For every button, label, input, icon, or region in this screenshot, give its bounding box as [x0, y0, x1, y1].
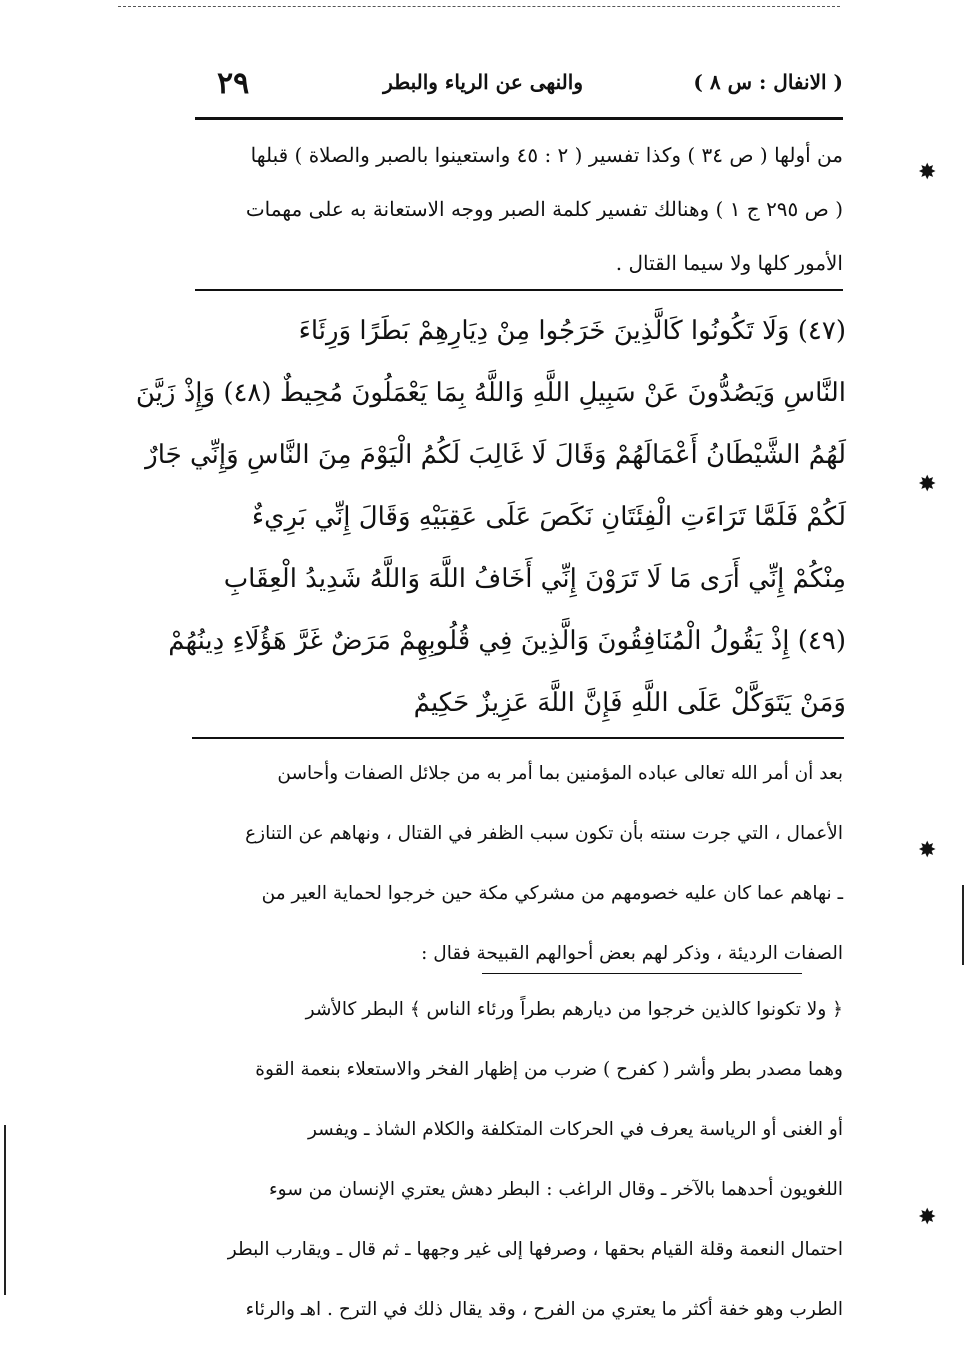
margin-mark-icon: ✸ — [918, 160, 937, 185]
tafsir-line: الصفات الرديئة ، وذكر لهم بعض أحوالهم القبيحة فقال : — [421, 943, 843, 964]
margin-mark-icon: ✸ — [918, 1205, 937, 1230]
commentary-line: احتمال النعمة وقلة القيام بحقها ، وصرفها إلى غير وجهها ـ ثم قال ـ ويقارب البطر — [227, 1239, 843, 1260]
verse-line: (٤٧) وَلَا تَكُونُوا كَالَّذِينَ خَرَجُوا مِنْ دِيَارِهِمْ بَطَرًا وَرِئَاءَ — [298, 316, 846, 346]
verse-line: مِنْكُمْ إِنِّي أَرَى مَا لَا تَرَوْنَ إِنِّي أَخَافُ اللَّهَ وَاللَّهُ شَدِيدُ الْعِقَابِ — [223, 564, 846, 594]
scan-edge-right — [962, 885, 964, 965]
commentary-line: وهما مصدر بطر وأشر ( كفرح ) ضرب من إظهار الفخر والاستعلاء بنعمة القوة — [255, 1059, 843, 1080]
verse-line: وَمَنْ يَتَوَكَّلْ عَلَى اللَّهِ فَإِنَّ اللَّهَ عَزِيزٌ حَكِيمٌ — [413, 688, 846, 718]
top-scan-rule — [118, 6, 840, 7]
header-rule — [195, 117, 843, 120]
tafsir-intro — [195, 744, 843, 984]
commentary-line: أو الغنى أو الرياسة يعرف في الحركات المتكلفة والكلام الشاذ ـ ويفسر — [307, 1119, 843, 1140]
tafsir-line: ـ نهاهم عما كان عليه خصومهم من مشركي مكة حين خرجوا لحماية العير من — [261, 883, 843, 904]
margin-mark-icon: ✸ — [918, 472, 937, 497]
page-number: ٢٩ — [217, 66, 250, 101]
tafsir-line: الأعمال ، التي جرت سنته بأن تكون سبب الظفر في القتال ، ونهاهم عن التنازع — [245, 823, 843, 844]
footnote-line: الأمور كلها ولا سيما القتال . — [615, 251, 843, 275]
footnote-line: ( ص ٢٩٥ ج ١ ) وهنالك تفسير كلمة الصبر ووجه الاستعانة به على مهمات — [245, 197, 843, 221]
commentary-line: ﴿ ولا تكونوا كالذين خرجوا من ديارهم بطراً ورئاء الناس ﴾ البطر كالأشر — [305, 999, 843, 1020]
margin-mark-icon: ✸ — [918, 838, 937, 863]
commentary-line: اللغويون أحدهما بالآخر ـ وقال الراغب : البطر دهش يعتري الإنسان من سوء — [268, 1179, 843, 1200]
quran-verses — [135, 300, 846, 734]
commentary — [195, 980, 843, 1340]
commentary-separator — [482, 973, 802, 974]
scan-edge-left — [4, 1125, 6, 1295]
footnote-continuation — [195, 128, 843, 290]
running-title: والنهى عن الرياء والبطر — [383, 70, 583, 94]
verse-line: لَهُمُ الشَّيْطَانُ أَعْمَالَهُمْ وَقَالَ لَا غَالِبَ لَكُمُ الْيَوْمَ مِنَ النَّاسِ وَإِنِّي جَارٌ — [145, 440, 846, 470]
verse-line: النَّاسِ وَيَصُدُّونَ عَنْ سَبِيلِ اللَّهِ وَاللَّهُ بِمَا يَعْمَلُونَ مُحِيطٌ (٤٨) وَإِذْ زَيَّنَ — [135, 378, 846, 408]
footnote-separator — [195, 289, 843, 291]
page-header — [195, 66, 843, 106]
footnote-line: من أولها ( ص ٣٤ ) وكذا تفسير ( ٢ : ٤٥ واستعينوا بالصبر والصلاة ) قبلها — [250, 143, 843, 167]
commentary-line: الطرب وهو خفة أكثر ما يعتري من الفرح ، وقد يقال ذلك في الترح . اهـ والرئاء — [245, 1299, 843, 1320]
verse-line: (٤٩) إِذْ يَقُولُ الْمُنَافِقُونَ وَالَّذِينَ فِي قُلُوبِهِمْ مَرَضٌ غَرَّ هَؤُلَاءِ دِينُهُمْ — [168, 626, 846, 656]
verses-separator — [192, 737, 844, 739]
verse-line: لَكُمْ فَلَمَّا تَرَاءَتِ الْفِئَتَانِ نَكَصَ عَلَى عَقِبَيْهِ وَقَالَ إِنِّي بَرِيءٌ — [251, 502, 846, 532]
chapter-reference: ( الانفال : س ٨ ) — [693, 70, 843, 94]
tafsir-line: بعد أن أمر الله تعالى عباده المؤمنين بما أمر به من جلائل الصفات وأحاسن — [277, 763, 843, 784]
